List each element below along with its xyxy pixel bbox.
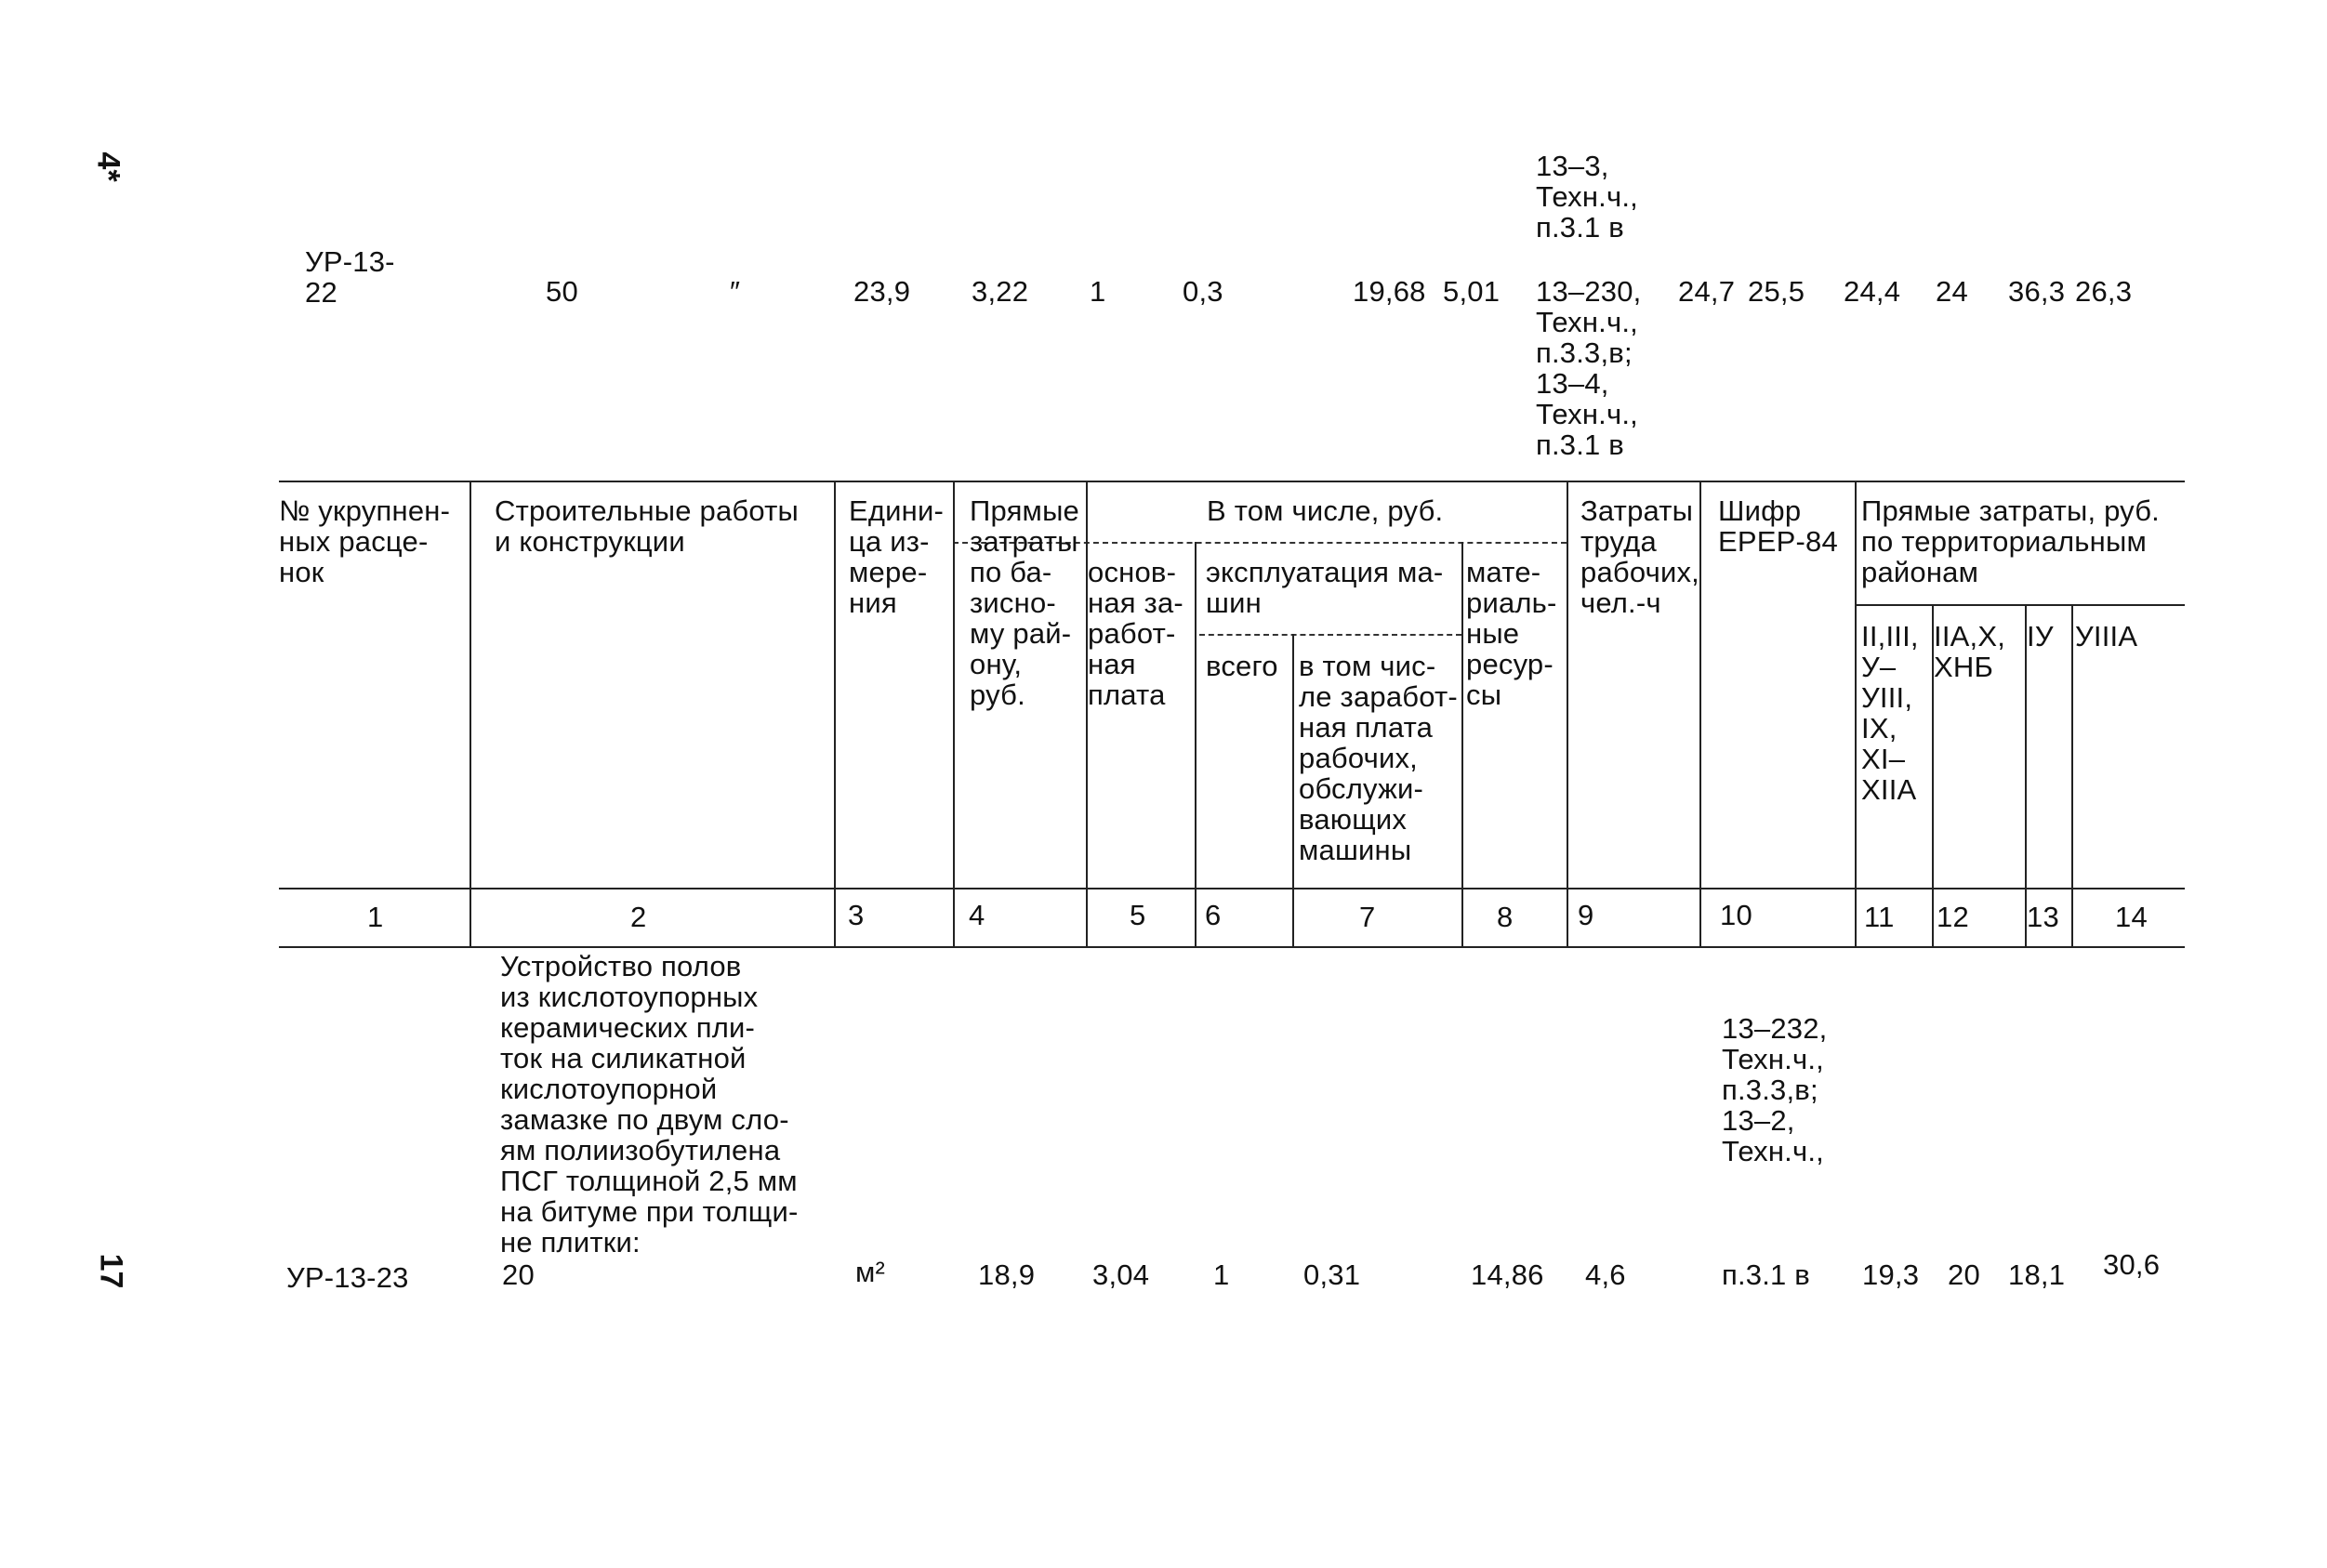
header-region-11: II,III, У– УIII, IX, XI– XIIA <box>1861 620 1919 806</box>
col-rule-4 <box>1086 481 1088 946</box>
col-rule-8 <box>1567 481 1568 946</box>
header-price-number: № укрупнен- ных расце- нок <box>279 494 451 588</box>
header-regions-group: Прямые затраты, руб. по территориальным районам <box>1861 494 2160 588</box>
top-ref-above: 13–3, Техн.ч., п.3.1 в <box>1536 150 1638 244</box>
header-region-14: УIIIA <box>2075 620 2138 652</box>
col-rule-6 <box>1292 634 1294 946</box>
column-number-8: 8 <box>1497 901 1514 933</box>
header-direct-cost: Прямые затраты по ба- зисно- му рай- ону, руб. <box>970 494 1079 711</box>
column-number-6: 6 <box>1205 899 1222 931</box>
header-region-12: IIA,X, XHБ <box>1934 620 2006 683</box>
column-number-12: 12 <box>1937 901 1969 933</box>
bottom-row-materials: 14,86 <box>1471 1258 1544 1291</box>
col-rule-9 <box>1699 481 1701 946</box>
bottom-row-unit: м² <box>855 1256 886 1288</box>
header-unit: Едини- ца из- мере- ния <box>849 494 945 619</box>
col-rule-12 <box>2025 604 2027 946</box>
margin-mark: 4* <box>90 152 126 182</box>
bottom-row-code: УР-13-23 <box>286 1261 409 1294</box>
column-number-11: 11 <box>1864 901 1895 933</box>
column-number-3: 3 <box>848 899 865 931</box>
header-erer-code: Шифр ЕРЕР-84 <box>1718 494 1838 558</box>
top-row-materials: 19,68 <box>1353 275 1426 308</box>
machines-group-rule <box>1199 634 1461 636</box>
top-row-thickness: 50 <box>546 275 578 308</box>
bottom-row-region-4: 30,6 <box>2103 1248 2161 1281</box>
header-top-rule <box>279 481 2185 482</box>
col-rule-13 <box>2071 604 2073 946</box>
bottom-row-labor: 4,6 <box>1585 1258 1626 1291</box>
col-rule-7 <box>1461 542 1463 946</box>
header-materials: мате- риаль- ные ресур- сы <box>1466 556 1557 711</box>
bottom-row-region-1: 19,3 <box>1862 1258 1920 1291</box>
top-row-region-4: 24 <box>1936 275 1968 308</box>
column-number-1: 1 <box>367 901 384 933</box>
column-number-14: 14 <box>2115 901 2148 933</box>
bottom-row-machine-total: 1 <box>1213 1258 1230 1291</box>
col-rule-10 <box>1855 481 1857 946</box>
top-row-labor: 5,01 <box>1443 275 1501 308</box>
column-number-10: 10 <box>1720 899 1752 931</box>
top-row-region-3: 24,4 <box>1844 275 1901 308</box>
header-machines-group: эксплуатация ма- шин <box>1206 556 1444 619</box>
top-row-machine-total: 1 <box>1090 275 1106 308</box>
top-row-region-5: 36,3 <box>2008 275 2066 308</box>
column-number-2: 2 <box>630 901 647 933</box>
col-rule-2 <box>834 481 836 946</box>
regions-group-rule <box>1855 604 2185 606</box>
bottom-row-direct-cost: 18,9 <box>978 1258 1036 1291</box>
bottom-row-ref-bottom: п.3.1 в <box>1722 1258 1810 1291</box>
top-row-code: УР-13- 22 <box>305 245 395 309</box>
top-row-direct-cost: 23,9 <box>853 275 911 308</box>
column-number-4: 4 <box>969 899 985 931</box>
top-row-region-1: 24,7 <box>1678 275 1736 308</box>
bottom-row-thickness: 20 <box>502 1258 535 1291</box>
col-rule-5 <box>1195 542 1197 946</box>
numbers-bottom-rule <box>279 946 2185 948</box>
col-rule-3 <box>953 481 955 946</box>
header-machines-wage: в том чис- ле заработ- ная плата рабочих, обслужи- вающих машины <box>1299 650 1458 866</box>
header-base-wage: основ- ная за- работ- ная плата <box>1088 556 1183 711</box>
top-row-region-6: 26,3 <box>2075 275 2133 308</box>
column-number-5: 5 <box>1130 899 1146 931</box>
top-row-machine-wage: 0,3 <box>1183 275 1223 308</box>
top-row-ref: 13–230, Техн.ч., п.3.3,в; 13–4, Техн.ч., п.3.1 в <box>1536 275 1642 461</box>
column-number-7: 7 <box>1359 901 1376 933</box>
bottom-row-region-3: 18,1 <box>2008 1258 2066 1291</box>
header-bottom-rule <box>279 888 2185 889</box>
bottom-row-machine-wage: 0,31 <box>1303 1258 1361 1291</box>
header-region-13: IУ <box>2027 620 2054 652</box>
bottom-row-ref-top: 13–232, Техн.ч., п.3.3,в; 13–2, Техн.ч., <box>1722 1012 1828 1167</box>
col-rule-1 <box>469 481 471 946</box>
column-number-13: 13 <box>2027 901 2059 933</box>
header-labor: Затраты труда рабочих, чел.-ч <box>1580 494 1699 619</box>
top-row-unit-ditto: ″ <box>730 275 741 308</box>
bottom-row-base-wage: 3,04 <box>1092 1258 1150 1291</box>
bottom-row-description: Устройство полов из кислотоупорных керамических пли- ток на силикатной кислотоупорной замазке по двум сло- ям полиизобутилена ПСГ толщиной 2,5 мм на битуме при толщи- не плитки: <box>500 950 799 1258</box>
header-works: Строительные работы и конструкции <box>495 494 800 558</box>
header-machines-total: всего <box>1206 650 1278 682</box>
page-number: 17 <box>93 1253 129 1289</box>
top-row-base-wage: 3,22 <box>972 275 1029 308</box>
column-number-9: 9 <box>1578 899 1594 931</box>
top-row-region-2: 25,5 <box>1748 275 1805 308</box>
header-incl-group: В том числе, руб. <box>1207 494 1444 527</box>
bottom-row-region-2: 20 <box>1948 1258 1980 1291</box>
